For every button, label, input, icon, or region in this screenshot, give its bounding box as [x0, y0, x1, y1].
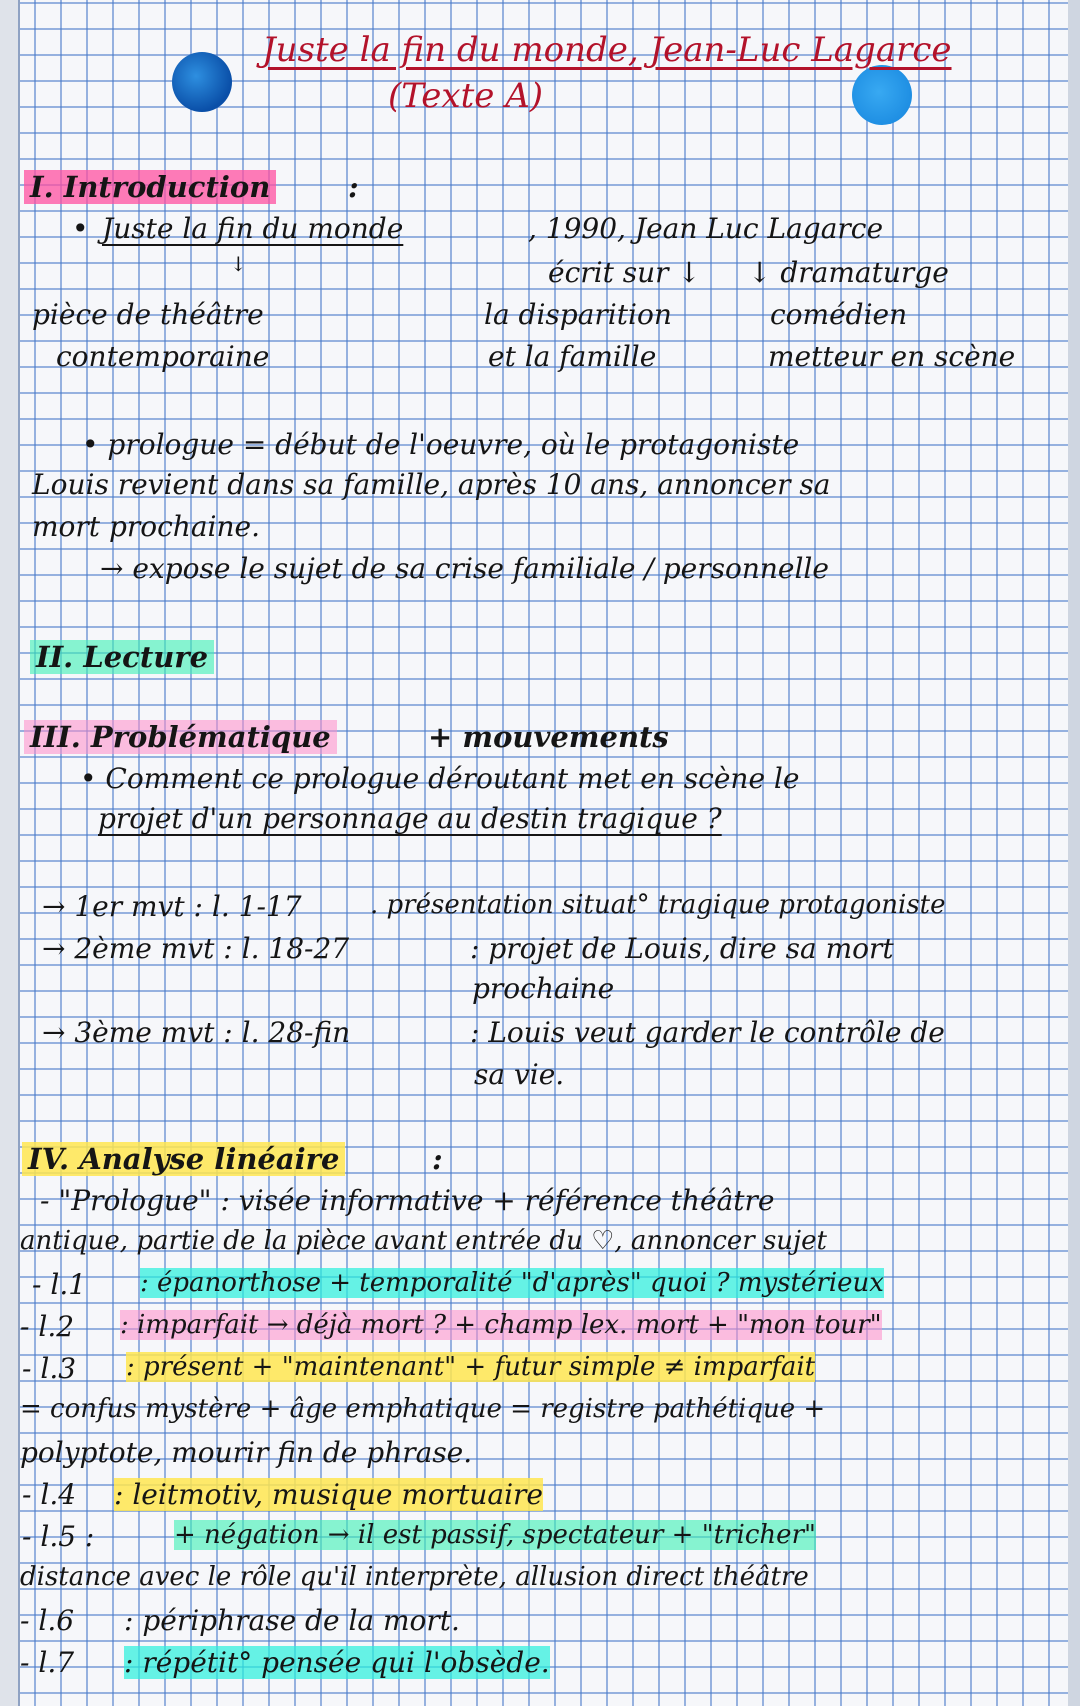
movement-3-label: → 3ème mvt : l. 28-fin: [42, 1016, 351, 1049]
line-6-label: - l.6: [20, 1604, 75, 1637]
intro-col3-line3: metteur en scène: [768, 340, 1016, 373]
work-title: Juste la fin du monde: [102, 212, 404, 245]
intro-col2-line2: la disparition: [484, 298, 672, 331]
line-1-text: : épanorthose + temporalité "d'après" quoi ? mystérieux: [140, 1268, 884, 1298]
line-1-label: - l.1: [32, 1268, 87, 1301]
intro-col1-line2: contemporaine: [56, 340, 270, 373]
binder-hole-left: [172, 52, 232, 112]
line-7-label: - l.7: [20, 1646, 75, 1679]
line-3-cont-2: polyptote, mourir fin de phrase.: [20, 1436, 473, 1469]
intro-col3-line1: ↓ dramaturge: [748, 256, 949, 289]
page-title: Juste la fin du monde, Jean-Luc Lagarce: [262, 30, 952, 70]
work-meta: , 1990, Jean Luc Lagarce: [528, 212, 884, 245]
movement-3-text-cont: sa vie.: [474, 1058, 565, 1091]
arrow-down-icon: ↓: [230, 252, 247, 276]
line-4-label: - l.4: [22, 1478, 77, 1511]
movement-2-label: → 2ème mvt : l. 18-27: [42, 932, 350, 965]
problematique-heading-rest: + mouvements: [428, 720, 669, 754]
problematique-question-line1: • Comment ce prologue déroutant met en scène le: [80, 762, 800, 795]
line-2-text: : imparfait → déjà mort ? + champ lex. mort + "mon tour": [120, 1310, 882, 1340]
analyse-heading: IV. Analyse linéaire: [22, 1142, 345, 1176]
prologue-line2: Louis revient dans sa famille, après 10 ans, annoncer sa: [32, 468, 831, 501]
problematique-heading: III. Problématique: [24, 720, 337, 754]
intro-col2-line3: et la famille: [488, 340, 657, 373]
movement-3-text: : Louis veut garder le contrôle de: [470, 1016, 945, 1049]
intro-col1-line1: pièce de théâtre: [32, 298, 264, 331]
intro-heading-colon: :: [348, 170, 359, 204]
movement-2-text: : projet de Louis, dire sa mort: [470, 932, 894, 965]
prologue-line3: mort prochaine.: [32, 510, 260, 543]
lecture-heading: II. Lecture: [30, 640, 214, 674]
prologue-line4: → expose le sujet de sa crise familiale / personnelle: [100, 552, 829, 585]
line-3-label: - l.3: [22, 1352, 77, 1385]
movement-2-text-cont: prochaine: [472, 972, 615, 1005]
problematique-question-line2: projet d'un personnage au destin tragique ?: [98, 802, 722, 835]
analyse-heading-colon: :: [432, 1142, 443, 1176]
line-4-text: : leitmotiv, musique mortuaire: [114, 1478, 543, 1511]
analyse-prologue-line2: antique, partie de la pièce avant entrée du ♡, annoncer sujet: [20, 1226, 827, 1256]
line-3-text: : présent + "maintenant" + futur simple ≠ imparfait: [126, 1352, 816, 1382]
prologue-line1: • prologue = début de l'oeuvre, où le protagoniste: [82, 428, 800, 461]
line-6-text: : périphrase de la mort.: [124, 1604, 460, 1637]
intro-col3-line2: comédien: [770, 298, 908, 331]
line-5-text: + négation → il est passif, spectateur + "tricher": [174, 1520, 816, 1550]
binder-hole-right: [852, 65, 912, 125]
line-5-cont: distance avec le rôle qu'il interprète, allusion direct théâtre: [20, 1562, 809, 1592]
intro-bullet: •: [72, 212, 89, 245]
analyse-prologue-line1: - "Prologue" : visée informative + référence théâtre: [40, 1184, 775, 1217]
movement-1-text: . présentation situat° tragique protagoniste: [370, 890, 946, 920]
movement-1-label: → 1er mvt : l. 1-17: [42, 890, 302, 923]
line-3-cont-1: = confus mystère + âge emphatique = registre pathétique +: [20, 1394, 826, 1424]
page-left-edge: [0, 0, 20, 1706]
page-right-edge: [1068, 0, 1080, 1706]
page-subtitle: (Texte A): [388, 76, 544, 116]
intro-heading: I. Introduction: [24, 170, 276, 204]
line-5-label: - l.5 :: [22, 1520, 95, 1553]
intro-col2-line1: écrit sur ↓: [548, 256, 701, 289]
line-7-text: : répétit° pensée qui l'obsède.: [124, 1646, 550, 1679]
line-2-label: - l.2: [20, 1310, 75, 1343]
